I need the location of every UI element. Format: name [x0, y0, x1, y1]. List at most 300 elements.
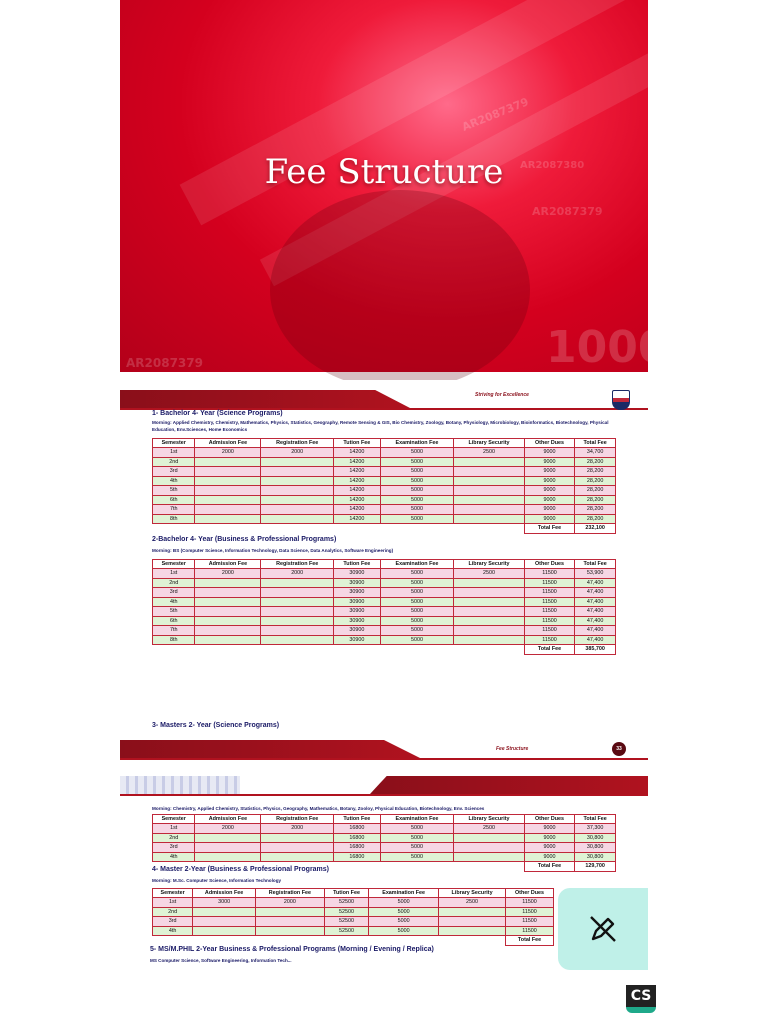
column-header: Semester [153, 560, 195, 569]
table-cell: 2000 [261, 448, 334, 458]
table-cell [454, 495, 525, 505]
masters-business-fee-table [152, 888, 554, 946]
table-cell [255, 926, 324, 936]
table-cell: 52500 [324, 917, 368, 927]
table-cell [454, 843, 525, 853]
masters-science-fee-table [152, 814, 616, 872]
table-cell: 14200 [333, 448, 380, 458]
table-cell: 3000 [193, 898, 256, 908]
table-cell [261, 607, 334, 617]
table-cell: 5000 [380, 486, 454, 496]
table-cell [454, 467, 525, 477]
table-cell [324, 936, 368, 946]
table-cell: 6th [153, 616, 195, 626]
table-cell: 3rd [153, 467, 195, 477]
total-label: Total Fee [506, 936, 554, 946]
table-cell [195, 588, 261, 598]
table-cell [195, 495, 261, 505]
column-header: Registration Fee [261, 560, 334, 569]
table-cell [195, 635, 261, 645]
table-cell: 5000 [380, 852, 454, 862]
table-cell [261, 843, 334, 853]
page-footer [120, 734, 648, 768]
table-cell [193, 917, 256, 927]
table-cell: 9000 [524, 514, 574, 524]
table-row [153, 843, 616, 853]
table-cell [195, 833, 261, 843]
column-header: Library Security [454, 815, 525, 824]
column-header: Semester [153, 889, 193, 898]
table-cell: 16800 [333, 833, 380, 843]
table-cell: 2500 [439, 898, 506, 908]
table-cell: 28,200 [575, 495, 616, 505]
column-header: Semester [153, 439, 195, 448]
table-cell [261, 514, 334, 524]
table-cell: 5000 [380, 569, 454, 579]
table-cell: 11500 [506, 917, 554, 927]
table-cell: 30900 [333, 626, 380, 636]
table-cell: 5000 [380, 578, 454, 588]
table-cell: 2nd [153, 833, 195, 843]
university-logo [612, 390, 630, 410]
table-cell: 3rd [153, 843, 195, 853]
table-cell: 47,400 [575, 616, 616, 626]
table-cell: 28,200 [575, 514, 616, 524]
table-cell [454, 486, 525, 496]
table-cell [454, 862, 525, 872]
table-cell: 7th [153, 626, 195, 636]
table-cell: 28,200 [575, 476, 616, 486]
table-cell: 28,200 [575, 457, 616, 467]
table-row [153, 616, 616, 626]
total-label: Total Fee [524, 524, 574, 534]
section-title: 1- Bachelor 4- Year (Science Programs) [152, 410, 283, 417]
section-subtitle: Morning: Applied Chemistry, Chemistry, Mathematics, Physics, Statistics, Geography, Remote Sensing & GIS, Bio Chemistry, Zoology, Botany, Physiology, Microbiology, Bioinformatics, Biotechnology, Physical Education, Env.Sciences, Home Economics [152, 420, 609, 432]
table-cell: 34,700 [575, 448, 616, 458]
table-cell: 30,800 [575, 833, 616, 843]
table-cell: 9000 [524, 467, 574, 477]
column-header: Registration Fee [255, 889, 324, 898]
table-row [153, 476, 616, 486]
table-cell: 47,400 [575, 635, 616, 645]
table-cell: 2nd [153, 907, 193, 917]
table-cell: 4th [153, 597, 195, 607]
table-row [153, 917, 554, 927]
table-cell: 7th [153, 505, 195, 515]
table-cell: 5000 [380, 476, 454, 486]
table-cell [454, 852, 525, 862]
column-header: Total Fee [575, 439, 616, 448]
table-cell: 11500 [524, 578, 574, 588]
table-cell [333, 645, 380, 655]
table-cell [195, 626, 261, 636]
ghost-serial: AR2087380 [520, 160, 585, 171]
table-cell [261, 588, 334, 598]
table-cell [261, 635, 334, 645]
table-cell [195, 852, 261, 862]
table-cell [195, 505, 261, 515]
total-value: 129,700 [575, 862, 616, 872]
header-line [120, 794, 648, 796]
table-cell [380, 862, 454, 872]
table-cell [261, 578, 334, 588]
table-cell: 14200 [333, 514, 380, 524]
table-cell: 5th [153, 486, 195, 496]
table-cell [193, 907, 256, 917]
column-header: Examination Fee [380, 560, 454, 569]
footer-line [120, 758, 648, 760]
table-cell: 2500 [454, 569, 525, 579]
table-cell: 52500 [324, 907, 368, 917]
table-cell: 9000 [524, 505, 574, 515]
edit-button[interactable] [558, 888, 648, 970]
table-cell [261, 833, 334, 843]
table-row [153, 457, 616, 467]
table-cell [333, 862, 380, 872]
table-row [153, 514, 616, 524]
table-cell [261, 457, 334, 467]
table-cell: 2000 [255, 898, 324, 908]
table-cell: 11500 [524, 569, 574, 579]
table-cell [195, 597, 261, 607]
table-row [153, 898, 554, 908]
table-row [153, 597, 616, 607]
page-header [120, 386, 648, 410]
table-cell: 9000 [524, 486, 574, 496]
table-cell: 4th [153, 852, 195, 862]
table-cell: 9000 [524, 852, 574, 862]
table-cell [454, 607, 525, 617]
table-cell: 53,900 [575, 569, 616, 579]
table-cell: 9000 [524, 476, 574, 486]
column-header: Tution Fee [333, 439, 380, 448]
table-cell: 5000 [380, 514, 454, 524]
table-cell: 9000 [524, 457, 574, 467]
table-cell: 47,400 [575, 607, 616, 617]
cover-page [120, 0, 669, 373]
table-cell: 30900 [333, 607, 380, 617]
section-subtitle: MS Computer Science, Software Engineering, Information Tech... [150, 958, 292, 963]
table-row [153, 926, 554, 936]
table-row [153, 626, 616, 636]
column-header: Library Security [454, 439, 525, 448]
table-cell: 16800 [333, 852, 380, 862]
total-row [153, 524, 616, 534]
table-cell: 47,400 [575, 578, 616, 588]
table-cell: 47,400 [575, 588, 616, 598]
table-cell [195, 486, 261, 496]
table-header-row [153, 439, 616, 448]
column-header: Admission Fee [195, 815, 261, 824]
table-cell: 2500 [454, 448, 525, 458]
table-cell: 11500 [524, 597, 574, 607]
table-row [153, 505, 616, 515]
table-cell: 2nd [153, 457, 195, 467]
total-row [153, 645, 616, 655]
column-header: Registration Fee [261, 815, 334, 824]
column-header: Examination Fee [369, 889, 439, 898]
table-cell: 52500 [324, 926, 368, 936]
table-cell: 9000 [524, 495, 574, 505]
column-header: Other Dues [524, 439, 574, 448]
table-cell: 14200 [333, 457, 380, 467]
table-cell: 11500 [524, 635, 574, 645]
table-cell: 11500 [524, 626, 574, 636]
table-row [153, 588, 616, 598]
table-cell [193, 936, 256, 946]
table-cell [380, 524, 454, 534]
table-cell [195, 607, 261, 617]
table-cell [454, 524, 525, 534]
section-title: 5- MS/M.PHIL 2-Year Business & Professional Programs (Morning / Evening / Replica) [150, 946, 434, 953]
table-cell: 5000 [380, 843, 454, 853]
table-cell: 1st [153, 898, 193, 908]
table-cell: 14200 [333, 476, 380, 486]
table-cell [454, 588, 525, 598]
table-row [153, 907, 554, 917]
table-row [153, 486, 616, 496]
page-header [120, 772, 648, 796]
ghost-serial: AR2087379 [126, 356, 203, 370]
table-cell: 5000 [380, 495, 454, 505]
table-cell: 47,400 [575, 597, 616, 607]
table-cell: 16800 [333, 843, 380, 853]
table-cell [261, 645, 334, 655]
table-cell: 5000 [369, 907, 439, 917]
table-cell [261, 524, 334, 534]
table-cell [261, 852, 334, 862]
section-title: 2-Bachelor 4- Year (Business & Professional Programs) [152, 536, 337, 543]
table-cell: 30,800 [575, 843, 616, 853]
table-header-row [153, 815, 616, 824]
footer-bar [120, 740, 420, 758]
table-cell [195, 645, 261, 655]
table-cell: 28,200 [575, 505, 616, 515]
table-row [153, 852, 616, 862]
ghost-serial: AR2087379 [532, 205, 603, 218]
table-cell: 14200 [333, 505, 380, 515]
pen-slash-icon [586, 912, 620, 946]
table-cell: 3rd [153, 588, 195, 598]
table-cell: 9000 [524, 824, 574, 834]
total-label: Total Fee [524, 862, 574, 872]
column-header: Examination Fee [380, 439, 454, 448]
table-cell [193, 926, 256, 936]
table-cell: 28,200 [575, 486, 616, 496]
table-row [153, 607, 616, 617]
table-row [153, 448, 616, 458]
total-row [153, 936, 554, 946]
column-header: Other Dues [506, 889, 554, 898]
column-header: Registration Fee [261, 439, 334, 448]
section-title: 3- Masters 2- Year (Science Programs) [152, 722, 280, 729]
cover-title: Fee Structure [264, 152, 504, 192]
portrait-shadow [270, 190, 530, 390]
table-cell: 1st [153, 824, 195, 834]
table-cell: 2000 [261, 569, 334, 579]
table-cell [369, 936, 439, 946]
table-cell: 14200 [333, 495, 380, 505]
table-cell: 16800 [333, 824, 380, 834]
table-cell [255, 917, 324, 927]
table-cell: 5000 [380, 448, 454, 458]
table-cell: 2000 [195, 824, 261, 834]
table-cell: 5000 [380, 824, 454, 834]
table-cell [261, 505, 334, 515]
ghost-serial: AR2087379 [460, 95, 531, 134]
table-row [153, 824, 616, 834]
table-cell [153, 645, 195, 655]
table-cell [380, 645, 454, 655]
table-cell: 5000 [380, 635, 454, 645]
table-row [153, 467, 616, 477]
column-header: Tution Fee [333, 560, 380, 569]
column-header: Other Dues [524, 815, 574, 824]
table-cell: 30900 [333, 597, 380, 607]
table-cell [153, 524, 195, 534]
table-cell: 8th [153, 635, 195, 645]
table-cell: 52500 [324, 898, 368, 908]
column-header: Admission Fee [193, 889, 256, 898]
table-cell [439, 926, 506, 936]
bachelor-business-fee-table [152, 559, 616, 655]
table-cell [153, 936, 193, 946]
table-cell: 5000 [380, 607, 454, 617]
table-cell: 1st [153, 569, 195, 579]
table-cell: 3rd [153, 917, 193, 927]
column-header: Examination Fee [380, 815, 454, 824]
table-cell [195, 467, 261, 477]
table-cell: 11500 [524, 588, 574, 598]
table-cell: 30900 [333, 616, 380, 626]
table-cell: 14200 [333, 467, 380, 477]
table-cell [454, 597, 525, 607]
table-cell [255, 936, 324, 946]
table-cell [439, 917, 506, 927]
table-row [153, 495, 616, 505]
table-cell [261, 616, 334, 626]
table-cell: 1st [153, 448, 195, 458]
table-cell [261, 476, 334, 486]
table-cell [261, 467, 334, 477]
table-cell: 5000 [369, 898, 439, 908]
section-subtitle: Morning: M.Sc. Computer Science, Information Technology [152, 878, 282, 883]
table-cell: 5000 [369, 926, 439, 936]
table-cell [454, 457, 525, 467]
tagline: Striving for Excellence [475, 392, 529, 398]
column-header: Admission Fee [195, 560, 261, 569]
table-cell [454, 616, 525, 626]
table-cell: 5000 [380, 467, 454, 477]
section-subtitle: Morning: BS (Computer Science, Information Technology, Data Science, Data Analytics, Software Engineering) [152, 548, 394, 553]
table-cell: 4th [153, 926, 193, 936]
table-cell: 6th [153, 495, 195, 505]
footer-bar-wrap [120, 736, 648, 760]
table-cell [195, 476, 261, 486]
table-cell [333, 524, 380, 534]
total-label: Total Fee [524, 645, 574, 655]
table-cell: 11500 [506, 898, 554, 908]
total-value: 232,100 [575, 524, 616, 534]
table-cell: 30,800 [575, 852, 616, 862]
section-subtitle: Morning: Chemistry, Applied Chemistry, Statistics, Physics, Geography, Mathematics, Botany, Zooloy, Physical Education, Biotechnology, Env. Sciences [152, 806, 485, 811]
table-row [153, 635, 616, 645]
table-cell: 11500 [524, 616, 574, 626]
table-cell [439, 936, 506, 946]
table-cell [454, 578, 525, 588]
table-cell: 5000 [380, 597, 454, 607]
table-cell: 2000 [195, 448, 261, 458]
column-header: Library Security [454, 560, 525, 569]
table-cell: 37,300 [575, 824, 616, 834]
column-header: Total Fee [575, 815, 616, 824]
table-cell: 4th [153, 476, 195, 486]
table-header-row [153, 889, 554, 898]
camscanner-badge[interactable] [626, 985, 656, 1013]
table-cell: 2000 [195, 569, 261, 579]
table-cell: 8th [153, 514, 195, 524]
header-bar [370, 776, 648, 794]
table-cell: 5000 [369, 917, 439, 927]
table-cell: 2nd [153, 578, 195, 588]
table-cell: 30900 [333, 578, 380, 588]
table-cell: 9000 [524, 833, 574, 843]
table-cell: 2000 [261, 824, 334, 834]
table-cell [261, 495, 334, 505]
table-cell: 2500 [454, 824, 525, 834]
table-cell [261, 626, 334, 636]
table-cell: 14200 [333, 486, 380, 496]
table-header-row [153, 560, 616, 569]
column-header: Library Security [439, 889, 506, 898]
table-row [153, 569, 616, 579]
table-cell: 5000 [380, 457, 454, 467]
table-cell [454, 833, 525, 843]
table-cell: 5000 [380, 626, 454, 636]
table-cell [195, 616, 261, 626]
table-cell: 11500 [506, 907, 554, 917]
column-header: Other Dues [524, 560, 574, 569]
table-cell [454, 514, 525, 524]
table-cell: 5000 [380, 833, 454, 843]
table-cell [195, 524, 261, 534]
page-number: 33 [612, 742, 626, 756]
table-row [153, 833, 616, 843]
column-header: Admission Fee [195, 439, 261, 448]
table-cell [195, 843, 261, 853]
table-cell [255, 907, 324, 917]
table-cell [454, 476, 525, 486]
table-cell: 9000 [524, 448, 574, 458]
column-header: Tution Fee [333, 815, 380, 824]
header-bar [120, 390, 410, 408]
table-cell [454, 626, 525, 636]
table-cell: 5000 [380, 505, 454, 515]
total-value: 385,700 [575, 645, 616, 655]
badge-text: CS [626, 985, 656, 1007]
column-header: Tution Fee [324, 889, 368, 898]
table-cell [261, 486, 334, 496]
fee-page-1 [120, 380, 648, 732]
header-bar [120, 776, 240, 794]
column-header: Total Fee [575, 560, 616, 569]
table-cell: 9000 [524, 843, 574, 853]
footer-label: Fee Structure [496, 746, 529, 752]
table-cell: 30900 [333, 635, 380, 645]
table-cell: 11500 [506, 926, 554, 936]
table-cell: 5000 [380, 588, 454, 598]
table-cell: 47,400 [575, 626, 616, 636]
